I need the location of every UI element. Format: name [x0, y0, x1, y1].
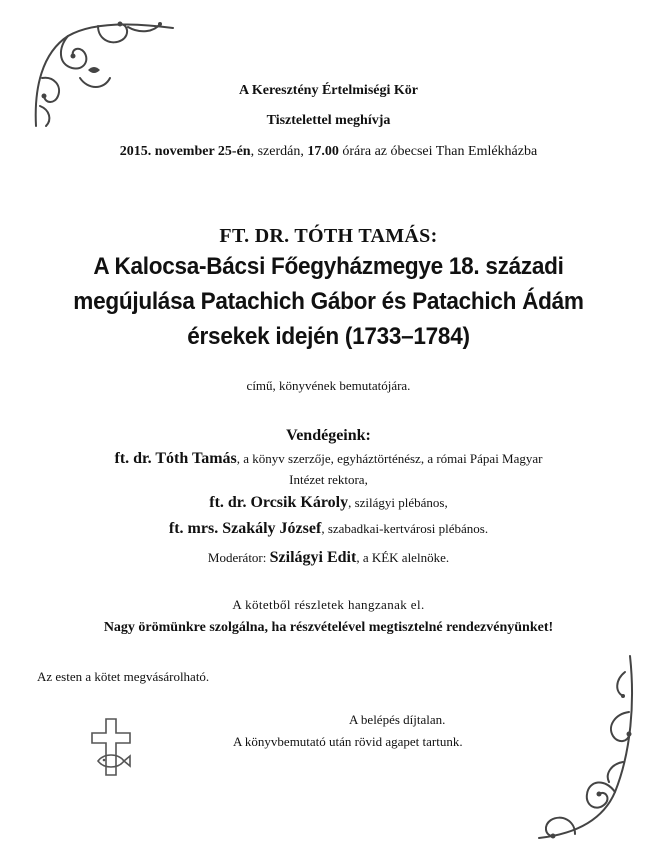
guest-3: [0, 520, 657, 538]
event-date-line: [0, 144, 657, 160]
entry-line: A belépés díjtalan.: [349, 712, 446, 727]
event-day: , szerdán,: [250, 144, 308, 159]
book-sale-line: Az esten a kötet megvásárolható.: [37, 669, 210, 684]
guest-2-name: ft. dr. Orcsik Károly: [209, 494, 349, 511]
book-title-line-3: érsekek idején (1733–1784): [187, 323, 470, 350]
book-intro: című, könyvének bemutatójára.: [246, 378, 411, 393]
book-title-line-2: megújulása Patachich Gábor és Patachich Ádám: [73, 288, 584, 315]
moderator-name: Szilágyi Edit: [269, 549, 357, 566]
cross-fish-icon: [88, 717, 134, 779]
guest-1: [0, 450, 657, 468]
ornament-bottom-right-icon: [535, 652, 645, 842]
guest-1-desc-cont: Intézet rektora,: [289, 472, 368, 487]
guest-3-desc: , szabadkai-kertvárosi plébános.: [321, 521, 489, 536]
organizer-line: A Keresztény Értelmiségi Kör: [239, 83, 418, 98]
moderator-label: Moderátor:: [207, 550, 270, 565]
invites-line: Tisztelettel meghívja: [266, 113, 391, 128]
guest-1-desc: , a könyv szerzője, egyháztörténész, a római Pápai Magyar: [236, 451, 543, 466]
moderator-line: [0, 549, 657, 567]
agape-line: A könyvbemutató után rövid agapet tartunk.: [233, 734, 463, 749]
guest-2: [0, 494, 657, 512]
guest-1-name: ft. dr. Tóth Tamás: [114, 450, 237, 467]
guest-3-name: ft. mrs. Szakály József: [168, 520, 322, 537]
guest-2-desc: , szilágyi plébános,: [348, 495, 448, 510]
event-place: órára az óbecsei Than Emlékházba: [338, 144, 538, 159]
invitation-line: Nagy örömünkre szolgálna, ha részvételével megtisztelné rendezvényünket!: [103, 620, 554, 635]
readings-line: A kötetből részletek hangzanak el.: [232, 597, 425, 612]
event-time: 17.00: [307, 144, 339, 159]
moderator-desc: , a KÉK alelnöke.: [356, 550, 450, 565]
event-date: 2015. november 25-én: [119, 144, 251, 159]
author-heading: FT. DR. TÓTH TAMÁS:: [219, 225, 438, 247]
guests-heading: Vendégeink:: [286, 427, 371, 444]
book-title-line-1: A Kalocsa-Bácsi Főegyházmegye 18. századi: [93, 253, 564, 280]
